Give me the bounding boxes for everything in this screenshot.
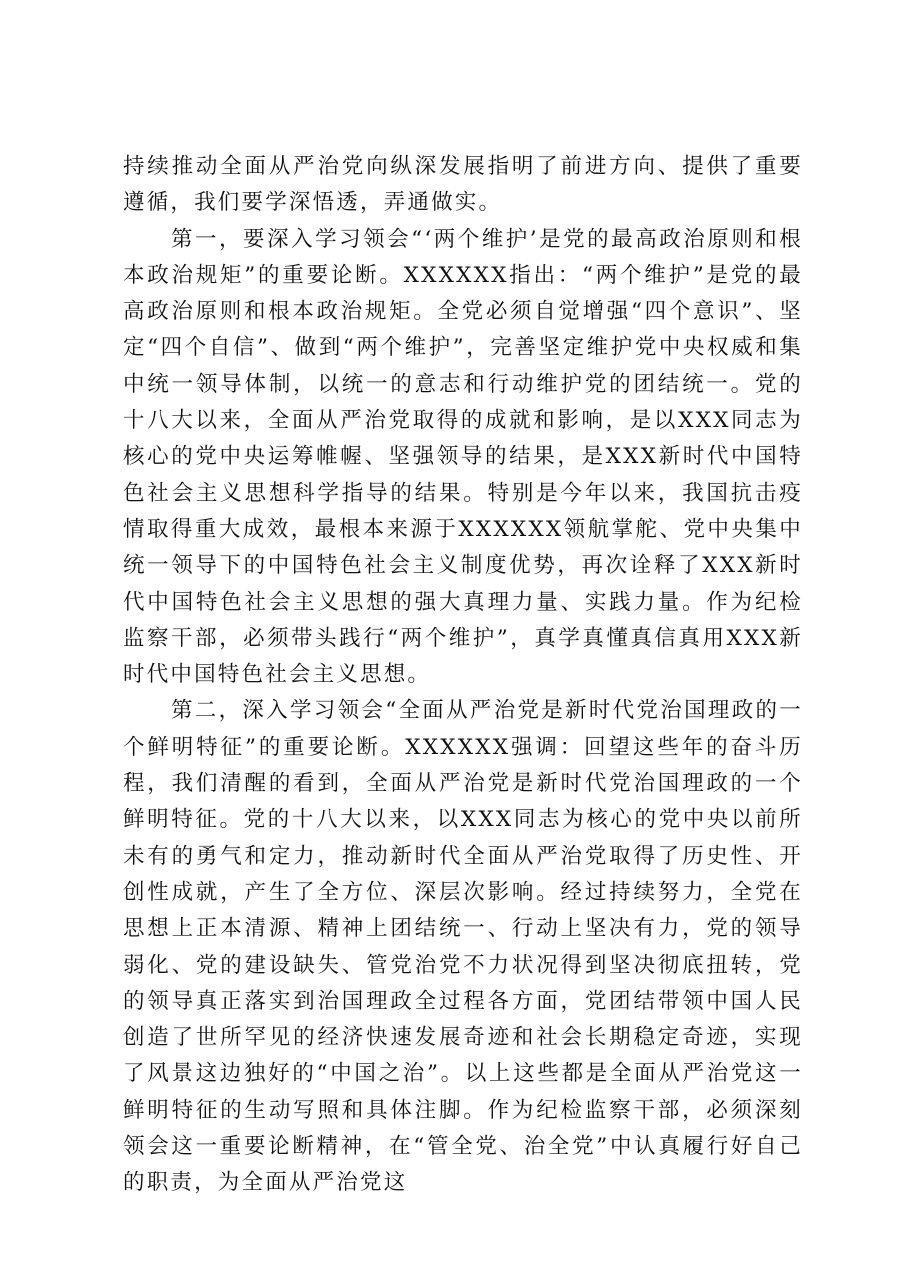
document-body [123,149,803,1202]
paragraph-continuation: 持续推动全面从严治党向纵深发展指明了前进方向、提供了重要遵循，我们要学深悟透，弄通做实。 [123,154,803,216]
paragraph-first-point: 第一，要深入学习领会“‘两个维护’是党的最高政治原则和根本政治规矩”的重要论断。XXXXXX指出：“两个维护”是党的最高政治原则和根本政治规矩。全党必须自觉增强“四个意识”、坚定“四个自信”、做到“两个维护”，完善坚定维护党中央权威和集中统一领导体制，以统一的意志和行动维护党的团结统一。党的十八大以来，全面从严治党取得的成就和影响，是以XXX同志为核心的党中央运筹帷幄、坚强领导的结果，是XXX新时代中国特色社会主义思想科学指导的结果。特别是今年以来，我国抗击疫情取得重大成效，最根本来源于XXXXXX领航掌舵、党中央集中统一领导下的中国特色社会主义制度优势，再次诠释了XXX新时代中国特色社会主义思想的强大真理力量、实践力量。作为纪检监察干部，必须带头践行“两个维护”，真学真懂真信真用XXX新时代中国特色社会主义思想。 [123,226,803,688]
paragraph-second-point: 第二，深入学习领会“全面从严治党是新时代党治国理政的一个鲜明特征”的重要论断。XXXXXX强调：回望这些年的奋斗历程，我们清醒的看到，全面从严治党是新时代党治国理政的一个鲜明特征。党的十八大以来，以XXX同志为核心的党中央以前所未有的勇气和定力，推动新时代全面从严治党取得了历史性、开创性成就，产生了全方位、深层次影响。经过持续努力，全党在思想上正本清源、精神上团结统一、行动上坚决有力，党的领导弱化、党的建设缺失、管党治党不力状况得到坚决彻底扭转，党的领导真正落实到治国理政全过程各方面，党团结带领中国人民创造了世所罕见的经济快速发展奇迹和社会长期稳定奇迹，实现了风景这边独好的“中国之治”。以上这些都是全面从严治党这一鲜明特征的生动写照和具体注脚。作为纪检监察干部，必须深刻领会这一重要论断精神，在“管全党、治全党”中认真履行好自己的职责，为全面从严治党这 [123,698,803,1196]
